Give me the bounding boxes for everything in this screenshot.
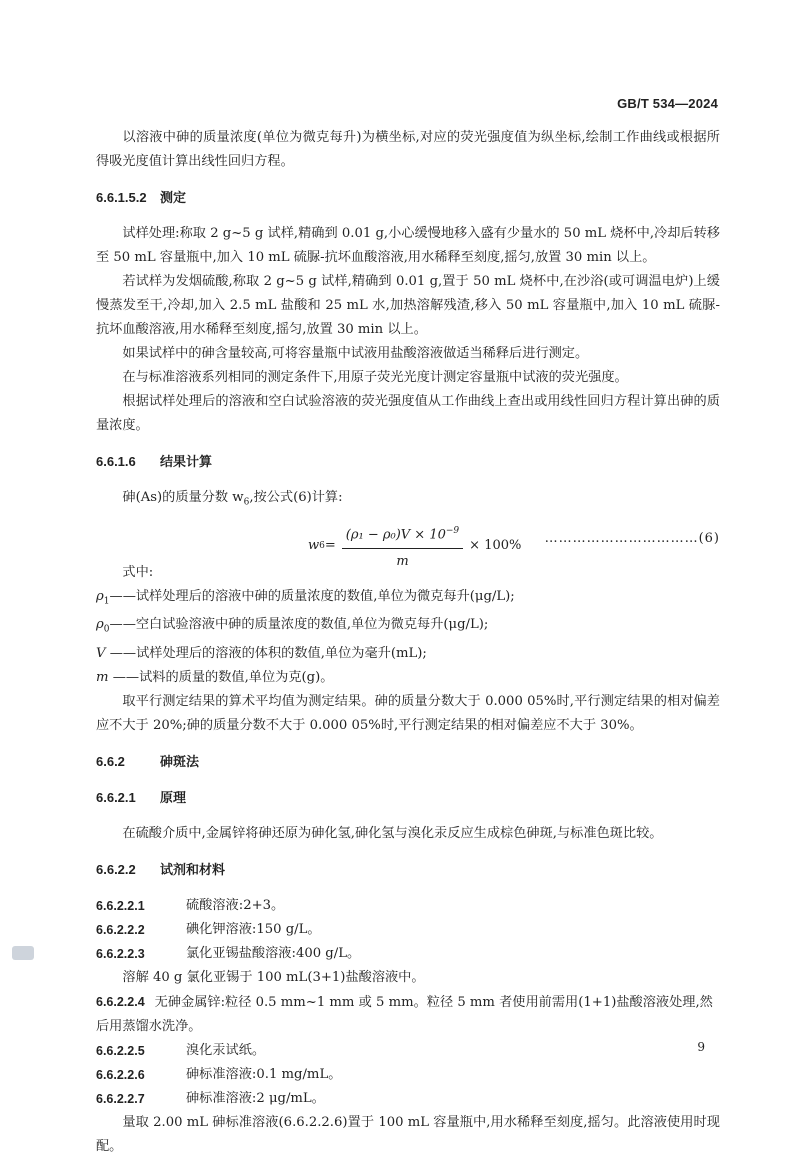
paragraph: 试样处理:称取 2 g~5 g 试样,精确到 0.01 g,小心缓慢地移入盛有少量水的 50 mL 烧杯中,冷却后转移至 50 mL 容量瓶中,加入 10 mL 硫脲-抗坏血酸溶液,用水稀释至刻度,摇匀,放置 30 min 以上。 — [96, 226, 720, 265]
paragraph: 如果试样中的砷含量较高,可将容量瓶中试液用盐酸溶液做适当稀释后进行测定。 — [122, 346, 589, 361]
page-number: 9 — [697, 1040, 705, 1054]
heading-title: 试剂和材料 — [160, 861, 226, 877]
heading-title: 测定 — [160, 190, 187, 205]
principle-paragraph: 在硫酸介质中,金属锌将砷还原为砷化氢,砷化氢与溴化汞反应生成棕色砷斑,与标准色斑比较。 — [122, 825, 663, 841]
final-paragraph: 量取 2.00 mL 砷标准溶液(6.6.2.2.6)置于 100 mL 容量瓶中,用水稀释至刻度,摇匀。此溶液使用时现配。 — [96, 1114, 720, 1154]
heading-6-6-1-6 — [96, 450, 720, 474]
heading-number: 6.6.2.1 — [96, 789, 136, 805]
heading-6-6-1-5-2 — [96, 186, 720, 210]
paragraph: 在与标准溶液系列相同的测定条件下,用原子荧光光度计测定容量瓶中试液的荧光强度。 — [122, 370, 628, 385]
definition-rho0: $\rho_0——$空白试验溶液中砷的质量浓度的数值,单位为微克每升(μg/L); — [96, 617, 489, 635]
heading-6-6-2-2 — [96, 858, 720, 882]
reagent-item: 6.6.2.2.7 砷标准溶液:2 μg/mL。 — [96, 1090, 325, 1106]
formula-6 — [96, 517, 720, 569]
formula-number: ……………………………(6) — [544, 530, 720, 546]
definition-v: V ——试样处理后的溶液的体积的数值,单位为毫升(mL); — [96, 645, 427, 661]
reagent-note: 溶解 40 g 氯化亚锡于 100 mL(3+1)盐酸溶液中。 — [122, 969, 425, 985]
paragraph: 若试样为发烟硫酸,称取 2 g~5 g 试样,精确到 0.01 g,置于 50 mL 烧杯中,在沙浴(或可调温电炉)上缓慢蒸发至干,冷却,加入 2.5 mL 盐酸和 25 mL 水,加热溶解残渣,移入 50 mL 容量瓶中,加入 10 mL 硫脲-抗坏血酸溶液,用水稀释至刻度,摇匀,放置 30 min 以上。 — [96, 274, 720, 337]
heading-title: 结果计算 — [160, 454, 213, 469]
where-label: 式中: — [122, 564, 154, 580]
formula-fraction: $\frac{(\rho_1 - \rho_0)V \times 10^{-9}}{m}$ — [342, 519, 463, 574]
reagent-item: 6.6.2.2.5 溴化汞试纸。 — [96, 1042, 266, 1058]
definition-m: m ——试料的质量的数值,单位为克(g)。 — [96, 669, 334, 685]
document-body — [96, 126, 720, 1159]
heading-number: 6.6.1.6 — [96, 454, 136, 469]
reagent-item: 6.6.2.2.2 碘化钾溶液:150 g/L。 — [96, 921, 321, 937]
paragraph: 根据试样处理后的溶液和空白试验溶液的荧光强度值从工作曲线上查出或用线性回归方程计算出砷的质量浓度。 — [96, 394, 720, 433]
heading-6-6-2 — [96, 750, 720, 774]
reagent-item: 6.6.2.2.4 无砷金属锌:粒径 0.5 mm~1 mm 或 5 mm。粒径 5 mm 者使用前需用(1+1)盐酸溶液处理,然后用蒸馏水洗净。 — [96, 994, 713, 1034]
heading-title: 原理 — [160, 789, 187, 805]
result-conclusion: 取平行测定结果的算术平均值为测定结果。砷的质量分数大于 0.000 05%时,平行测定结果的相对偏差应不大于 20%;砷的质量分数不大于 0.000 05%时,平行测定结果的相对偏差应不大于 30%。 — [96, 693, 720, 733]
heading-number: 6.6.1.5.2 — [96, 190, 147, 205]
formula-expression: w 6 = $\frac{(\rho_1 - \rho_0)V \times 10^{-9}}{m}$ × 100% — [308, 519, 521, 574]
heading-number: 6.6.2 — [96, 753, 125, 769]
heading-number: 6.6.2.2 — [96, 861, 136, 877]
reagent-item: 6.6.2.2.1 硫酸溶液:2+3。 — [96, 897, 285, 913]
heading-6-6-2-1 — [96, 786, 720, 810]
formula-lead: 砷(As)的质量分数 $w_6$,按公式(6)计算: — [122, 490, 343, 508]
watermark-logo — [12, 946, 34, 960]
intro-paragraph: 以溶液中砷的质量浓度(单位为微克每升)为横坐标,对应的荧光强度值为纵坐标,绘制工作曲线或根据所得吸光度值计算出线性回归方程。 — [96, 130, 720, 169]
heading-title: 砷斑法 — [160, 753, 200, 769]
reagent-item: 6.6.2.2.6 砷标准溶液:0.1 mg/mL。 — [96, 1066, 342, 1082]
standard-code: GB/T 534—2024 — [617, 96, 718, 111]
reagent-item: 6.6.2.2.3 氯化亚锡盐酸溶液:400 g/L。 — [96, 945, 361, 961]
definition-rho1: $\rho_1——$试样处理后的溶液中砷的质量浓度的数值,单位为微克每升(μg/L); — [96, 588, 515, 607]
